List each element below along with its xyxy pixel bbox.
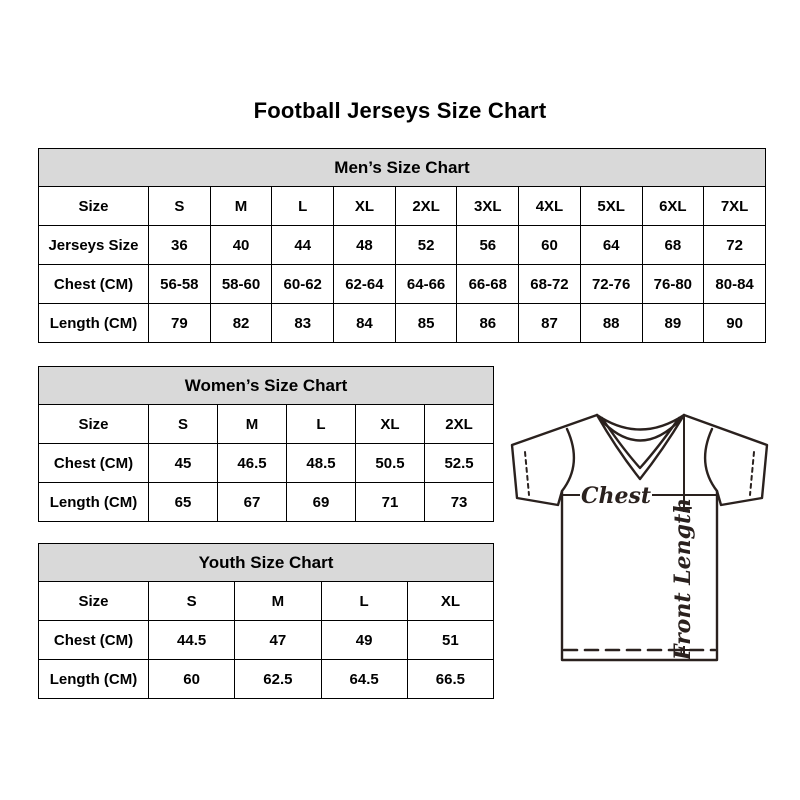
- youth-table-row-1: [39, 621, 494, 660]
- youth-row-label: Size: [39, 582, 149, 621]
- mens-cell: 48: [334, 226, 396, 265]
- mens-cell: 82: [210, 304, 272, 343]
- womens-table-header-row: [39, 367, 494, 405]
- youth-cell: 49: [321, 621, 407, 660]
- womens-table-row-0: [39, 405, 494, 444]
- mens-cell: 89: [642, 304, 704, 343]
- mens-cell: 83: [272, 304, 334, 343]
- mens-row-label: Jerseys Size: [39, 226, 149, 265]
- jersey-vneck-outer: [597, 415, 684, 479]
- mens-cell: 86: [457, 304, 519, 343]
- jersey-right-armhole-seam: [705, 429, 717, 491]
- youth-cell: S: [149, 582, 235, 621]
- mens-cell: 76-80: [642, 265, 704, 304]
- mens-cell: 64-66: [395, 265, 457, 304]
- youth-cell: 51: [407, 621, 493, 660]
- mens-cell: 62-64: [334, 265, 396, 304]
- mens-cell: 90: [704, 304, 766, 343]
- mens-cell: 58-60: [210, 265, 272, 304]
- mens-cell: 52: [395, 226, 457, 265]
- youth-table-row-2: [39, 660, 494, 699]
- mens-table-row-3: [39, 304, 766, 343]
- mens-cell: 56: [457, 226, 519, 265]
- womens-cell: M: [218, 405, 287, 444]
- youth-table-header-row: [39, 544, 494, 582]
- mens-cell: 2XL: [395, 187, 457, 226]
- womens-row-label: Length (CM): [39, 483, 149, 522]
- mens-cell: L: [272, 187, 334, 226]
- womens-cell: S: [149, 405, 218, 444]
- right-cuff-dashed-stitch: [750, 452, 754, 495]
- youth-table-title: Youth Size Chart: [39, 544, 494, 582]
- mens-table-row-0: [39, 187, 766, 226]
- womens-cell: 67: [218, 483, 287, 522]
- youth-cell: 44.5: [149, 621, 235, 660]
- youth-cell: 64.5: [321, 660, 407, 699]
- mens-cell: S: [149, 187, 211, 226]
- youth-cell: L: [321, 582, 407, 621]
- youth-row-label: Length (CM): [39, 660, 149, 699]
- mens-cell: 6XL: [642, 187, 704, 226]
- mens-cell: 80-84: [704, 265, 766, 304]
- womens-table-title: Women’s Size Chart: [39, 367, 494, 405]
- youth-row-label: Chest (CM): [39, 621, 149, 660]
- mens-cell: 56-58: [149, 265, 211, 304]
- youth-cell: XL: [407, 582, 493, 621]
- womens-cell: 46.5: [218, 444, 287, 483]
- mens-cell: XL: [334, 187, 396, 226]
- mens-cell: 60: [519, 226, 581, 265]
- mens-cell: 79: [149, 304, 211, 343]
- mens-cell: 68-72: [519, 265, 581, 304]
- chest-label: Chest: [580, 483, 652, 509]
- youth-cell: M: [235, 582, 321, 621]
- mens-cell: 3XL: [457, 187, 519, 226]
- mens-cell: 4XL: [519, 187, 581, 226]
- front-length-label: Front Length: [670, 497, 696, 661]
- left-cuff-dashed-stitch: [525, 452, 529, 495]
- youth-size-table: [38, 543, 494, 699]
- mens-cell: 66-68: [457, 265, 519, 304]
- mens-cell: 88: [580, 304, 642, 343]
- mens-cell: 44: [272, 226, 334, 265]
- womens-table-row-1: [39, 444, 494, 483]
- womens-row-label: Size: [39, 405, 149, 444]
- mens-cell: 84: [334, 304, 396, 343]
- womens-cell: 50.5: [356, 444, 425, 483]
- mens-cell: 72: [704, 226, 766, 265]
- mens-row-label: Size: [39, 187, 149, 226]
- jersey-body-outline: [512, 415, 767, 660]
- womens-cell: XL: [356, 405, 425, 444]
- mens-cell: 60-62: [272, 265, 334, 304]
- youth-cell: 66.5: [407, 660, 493, 699]
- womens-size-table: [38, 366, 494, 522]
- mens-cell: 36: [149, 226, 211, 265]
- womens-row-label: Chest (CM): [39, 444, 149, 483]
- mens-row-label: Length (CM): [39, 304, 149, 343]
- womens-table-row-2: [39, 483, 494, 522]
- womens-cell: 52.5: [425, 444, 494, 483]
- womens-cell: 45: [149, 444, 218, 483]
- page-title: Football Jerseys Size Chart: [253, 98, 547, 123]
- womens-cell: 69: [287, 483, 356, 522]
- mens-table-row-1: [39, 226, 766, 265]
- mens-cell: 64: [580, 226, 642, 265]
- mens-cell: 87: [519, 304, 581, 343]
- youth-cell: 62.5: [235, 660, 321, 699]
- womens-cell: 48.5: [287, 444, 356, 483]
- youth-cell: 60: [149, 660, 235, 699]
- mens-cell: 68: [642, 226, 704, 265]
- mens-cell: 5XL: [580, 187, 642, 226]
- mens-table-title: Men’s Size Chart: [39, 149, 766, 187]
- mens-table-row-2: [39, 265, 766, 304]
- mens-cell: 7XL: [704, 187, 766, 226]
- womens-cell: L: [287, 405, 356, 444]
- mens-cell: 40: [210, 226, 272, 265]
- mens-cell: M: [210, 187, 272, 226]
- mens-cell: 72-76: [580, 265, 642, 304]
- womens-cell: 71: [356, 483, 425, 522]
- womens-cell: 65: [149, 483, 218, 522]
- jersey-left-armhole-seam: [562, 429, 574, 491]
- jersey-measurement-diagram: [500, 400, 774, 692]
- jersey-outline-drawing: [500, 400, 774, 692]
- mens-size-table: [38, 148, 766, 343]
- womens-cell: 2XL: [425, 405, 494, 444]
- mens-cell: 85: [395, 304, 457, 343]
- mens-table-header-row: [39, 149, 766, 187]
- mens-row-label: Chest (CM): [39, 265, 149, 304]
- youth-table-row-0: [39, 582, 494, 621]
- youth-cell: 47: [235, 621, 321, 660]
- womens-cell: 73: [425, 483, 494, 522]
